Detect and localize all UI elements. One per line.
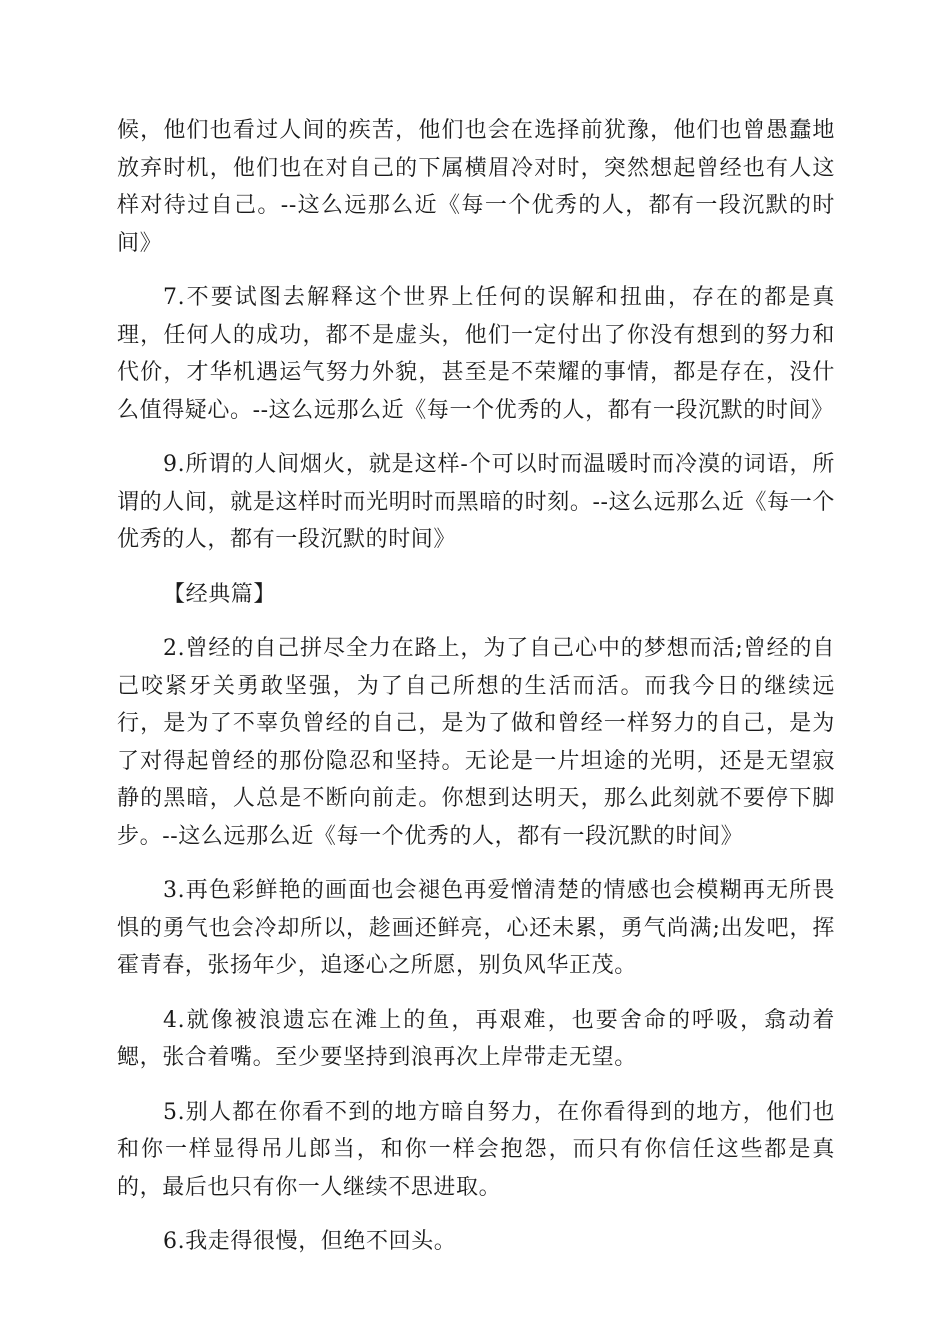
document-body — [117, 112, 835, 1278]
paragraph-classic-5: 5.别人都在你看不到的地方暗自努力，在你看得到的地方，他们也和你一样显得吊儿郎当，和你一样会抱怨，而只有你信任这些都是真的，最后也只有你一人继续不思进取。 — [117, 1099, 835, 1200]
paragraph-classic-6: 6.我走得很慢，但绝不回头。 — [163, 1229, 457, 1254]
section-heading-classic: 【经典篇】 — [163, 581, 277, 607]
paragraph-classic-2: 2.曾经的自己拼尽全力在路上，为了自己心中的梦想而活;曾经的自己咬紧牙关勇敢坚强，为了自己所想的生活而活。而我今日的继续远行，是为了不辜负曾经的自己，是为了做和曾经一样努力的自己，是为了对得起曾经的那份隐忍和坚持。无论是一片坦途的光明，还是无望寂静的黑暗，人总是不断向前走。你想到达明天，那么此刻就不要停下脚步。--这么远那么近《每一个优秀的人，都有一段沉默的时间》 — [117, 636, 835, 849]
paragraph-item-7: 7.不要试图去解释这个世界上任何的误解和扭曲，存在的都是真理，任何人的成功，都不是虚头，他们一定付出了你没有想到的努力和代价，才华机遇运气努力外貌，甚至是不荣耀的事情，都是存在，没什么值得疑心。--这么远那么近《每一个优秀的人，都有一段沉默的时间》 — [117, 285, 835, 423]
paragraph-item-9: 9.所谓的人间烟火，就是这样-个可以时而温暖时而冷漠的词语，所谓的人间，就是这样时而光明时而黑暗的时刻。--这么远那么近《每一个优秀的人，都有一段沉默的时间》 — [117, 452, 835, 552]
paragraph-classic-4: 4.就像被浪遗忘在滩上的鱼，再艰难，也要舍命的呼吸，翕动着鳃，张合着嘴。至少要坚持到浪再次上岸带走无望。 — [117, 1007, 835, 1070]
paragraph-classic-3: 3.再色彩鲜艳的画面也会褪色再爱憎清楚的情感也会模糊再无所畏惧的勇气也会冷却所以，趁画还鲜亮，心还未累，勇气尚满;出发吧，挥霍青春，张扬年少，追逐心之所愿，别负风华正茂。 — [117, 878, 835, 978]
paragraph-continuation: 候，他们也看过人间的疾苦，他们也会在选择前犹豫，他们也曾愚蠢地放弃时机，他们也在对自己的下属横眉冷对时，突然想起曾经也有人这样对待过自己。--这么远那么近《每一个优秀的人，都有一段沉默的时间》 — [117, 118, 835, 256]
